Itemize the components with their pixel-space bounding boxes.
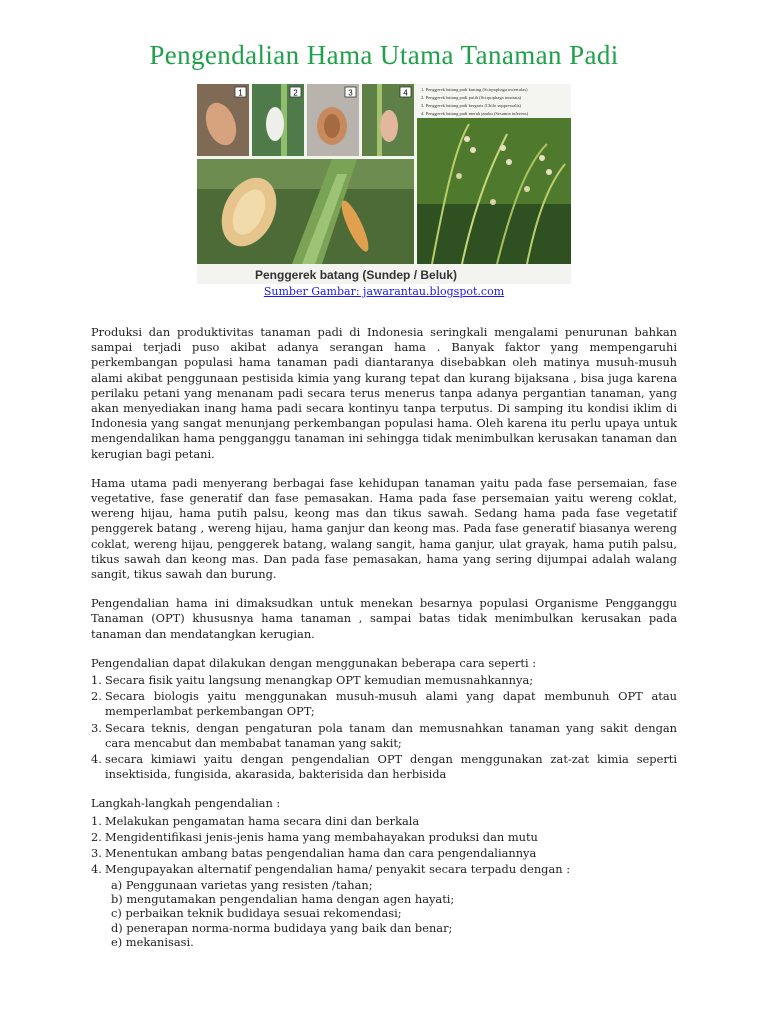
list-item: 4. Mengupayakan alternatif pengendalian hama/ penyakit secara terpadu dengan : a) Penggunaan varietas yang resisten /tahan; b) mengutamakan pengendalian hama dengan agen hayati; c) perbaikan teknik budidaya sesuai rekomendasi; d) penerapan norma-norma budidaya yang baik dan benar; e) mekanisasi. (91, 862, 677, 949)
moth-panel-2 (252, 84, 304, 156)
figure-legend-1: 1. Penggerek batang padi kuning (Scirpophaga incertulas) (421, 87, 528, 92)
list-item: 3. Secara teknis, dengan pengaturan pola tanam dan memusnahkan tanaman yang sakit dengan cara mencabut dan membabat tanaman yang sakit; (91, 720, 677, 750)
pest-figure (197, 84, 571, 284)
sub-list-item: d) penerapan norma-norma budidaya yang baik dan benar; (111, 920, 453, 935)
figure-caption: Penggerek batang (Sundep / Beluk) (255, 268, 458, 282)
list-item: 1. Secara fisik yaitu langsung menangkap OPT kemudian memusnahkannya; (91, 673, 534, 688)
article-body (91, 325, 677, 951)
sub-list-item: a) Penggunaan varietas yang resisten /tahan; (111, 877, 373, 892)
source-link[interactable]: Sumber Gambar: jawarantau.blogspot.com (263, 285, 505, 298)
list-item: 4. secara kimiawi yaitu dengan pengendalian OPT dengan menggunakan zat-zat kimia seperti insektisida, fungisida, akarasida, bakterisida dan herbisida (91, 752, 677, 782)
image-source (0, 285, 768, 298)
page-title: Pengendalian Hama Utama Tanaman Padi (149, 40, 619, 70)
list-item: 1. Melakukan pengamatan hama secara dini dan berkala (91, 813, 420, 828)
methods-list (91, 673, 677, 782)
figure-legend-2: 2. Penggerek batang padi putih (Scirpophaga innotata) (421, 95, 522, 100)
panel-number-4: 4 (403, 88, 408, 98)
list-item: 3. Menentukan ambang batas pengendalian hama dan cara pengendaliannya (91, 846, 537, 861)
methods-intro: Pengendalian dapat dilakukan dengan menggunakan beberapa cara seperti : (91, 655, 537, 670)
sub-list-item: e) mekanisasi. (111, 935, 194, 950)
list-item: 2. Mengidentifikasi jenis-jenis hama yang membahayakan produksi dan mutu (91, 829, 538, 844)
sub-list-item: c) perbaikan teknik budidaya sesuai rekomendasi; (111, 906, 402, 921)
paragraph-purpose: Pengendalian hama ini dimaksudkan untuk menekan besarnya populasi Organisme Pengganggu Tanaman (OPT) khususnya hama tanaman , sampai batas tidak menimbulkan kerusakan pada tanaman dan mendatangkan kerugian. (91, 596, 677, 641)
figure-legend-3: 3. Penggerek batang padi bergaris (Chilo suppressalis) (421, 103, 522, 108)
moth-panel-3 (307, 84, 359, 156)
figure-legend-4: 4. Penggerek batang padi merah jambu (Sesamia inferens) (421, 111, 529, 116)
list-item: 2. Secara biologis yaitu menggunakan musuh-musuh alami yang dapat membunuh OPT atau memperlambat perkembangan OPT; (91, 689, 677, 719)
moth-panel-4 (362, 84, 414, 156)
moth-closeup-photo (197, 159, 414, 264)
sub-list-item: b) mengutamakan pengendalian hama dengan agen hayati; (111, 891, 455, 906)
panel-number-2: 2 (293, 88, 298, 98)
paragraph-main-pests: Hama utama padi menyerang berbagai fase kehidupan tanaman yaitu pada fase persemaian, fase vegetative, fase generatif dan fase pemasakan. Hama pada fase persemaian yaitu wereng coklat, wereng hijau, hama putih palsu, keong mas dan tikus sawah. Sedang hama pada fase vegetatif penggerek batang , wereng hijau, hama ganjur dan keong mas. Pada fase generatif biasanya wereng coklat, wereng hijau, penggerek batang, walang sangit, hama ganjur, ulat grayak, hama putih palsu, tikus sawah dan keong mas. Dan pada fase pemasakan, hama yang sering dijumpai adalah walang sangit, tikus sawah dan burung. (91, 475, 677, 582)
figure-illustration (197, 84, 571, 284)
panel-number-3: 3 (348, 88, 353, 98)
steps-sub-list (105, 878, 677, 950)
steps-section (91, 796, 677, 949)
steps-intro: Langkah-langkah pengendalian : (91, 796, 281, 811)
moth-panel-1 (197, 84, 249, 156)
steps-list (91, 814, 677, 950)
paragraph-intro: Produksi dan produktivitas tanaman padi di Indonesia seringkali mengalami penurunan bahkan sampai terjadi puso akibat adanya serangan hama . Banyak faktor yang mempengaruhi perkembangan populasi hama tanaman padi diantaranya disebabkan oleh matinya musuh-musuh alami akibat penggunaan pestisida kimia yang kurang tepat dan kurang bijaksana , bisa juga karena perilaku petani yang menanam padi secara terus menerus tanpa adanya pergantian tanaman, yang akan menyediakan inang hama padi secara kontinyu tanpa terputus. Di samping itu kondisi iklim di Indonesia yang sangat menunjang perkembangan populasi hama. Oleh karena itu perlu upaya untuk mengendalikan hama pengganggu tanaman ini sehingga tidak menimbulkan kerusakan tanaman dan kerugian bagi petani. (91, 325, 677, 461)
panel-number-1: 1 (238, 88, 243, 98)
rice-panicle-photo (417, 84, 571, 264)
